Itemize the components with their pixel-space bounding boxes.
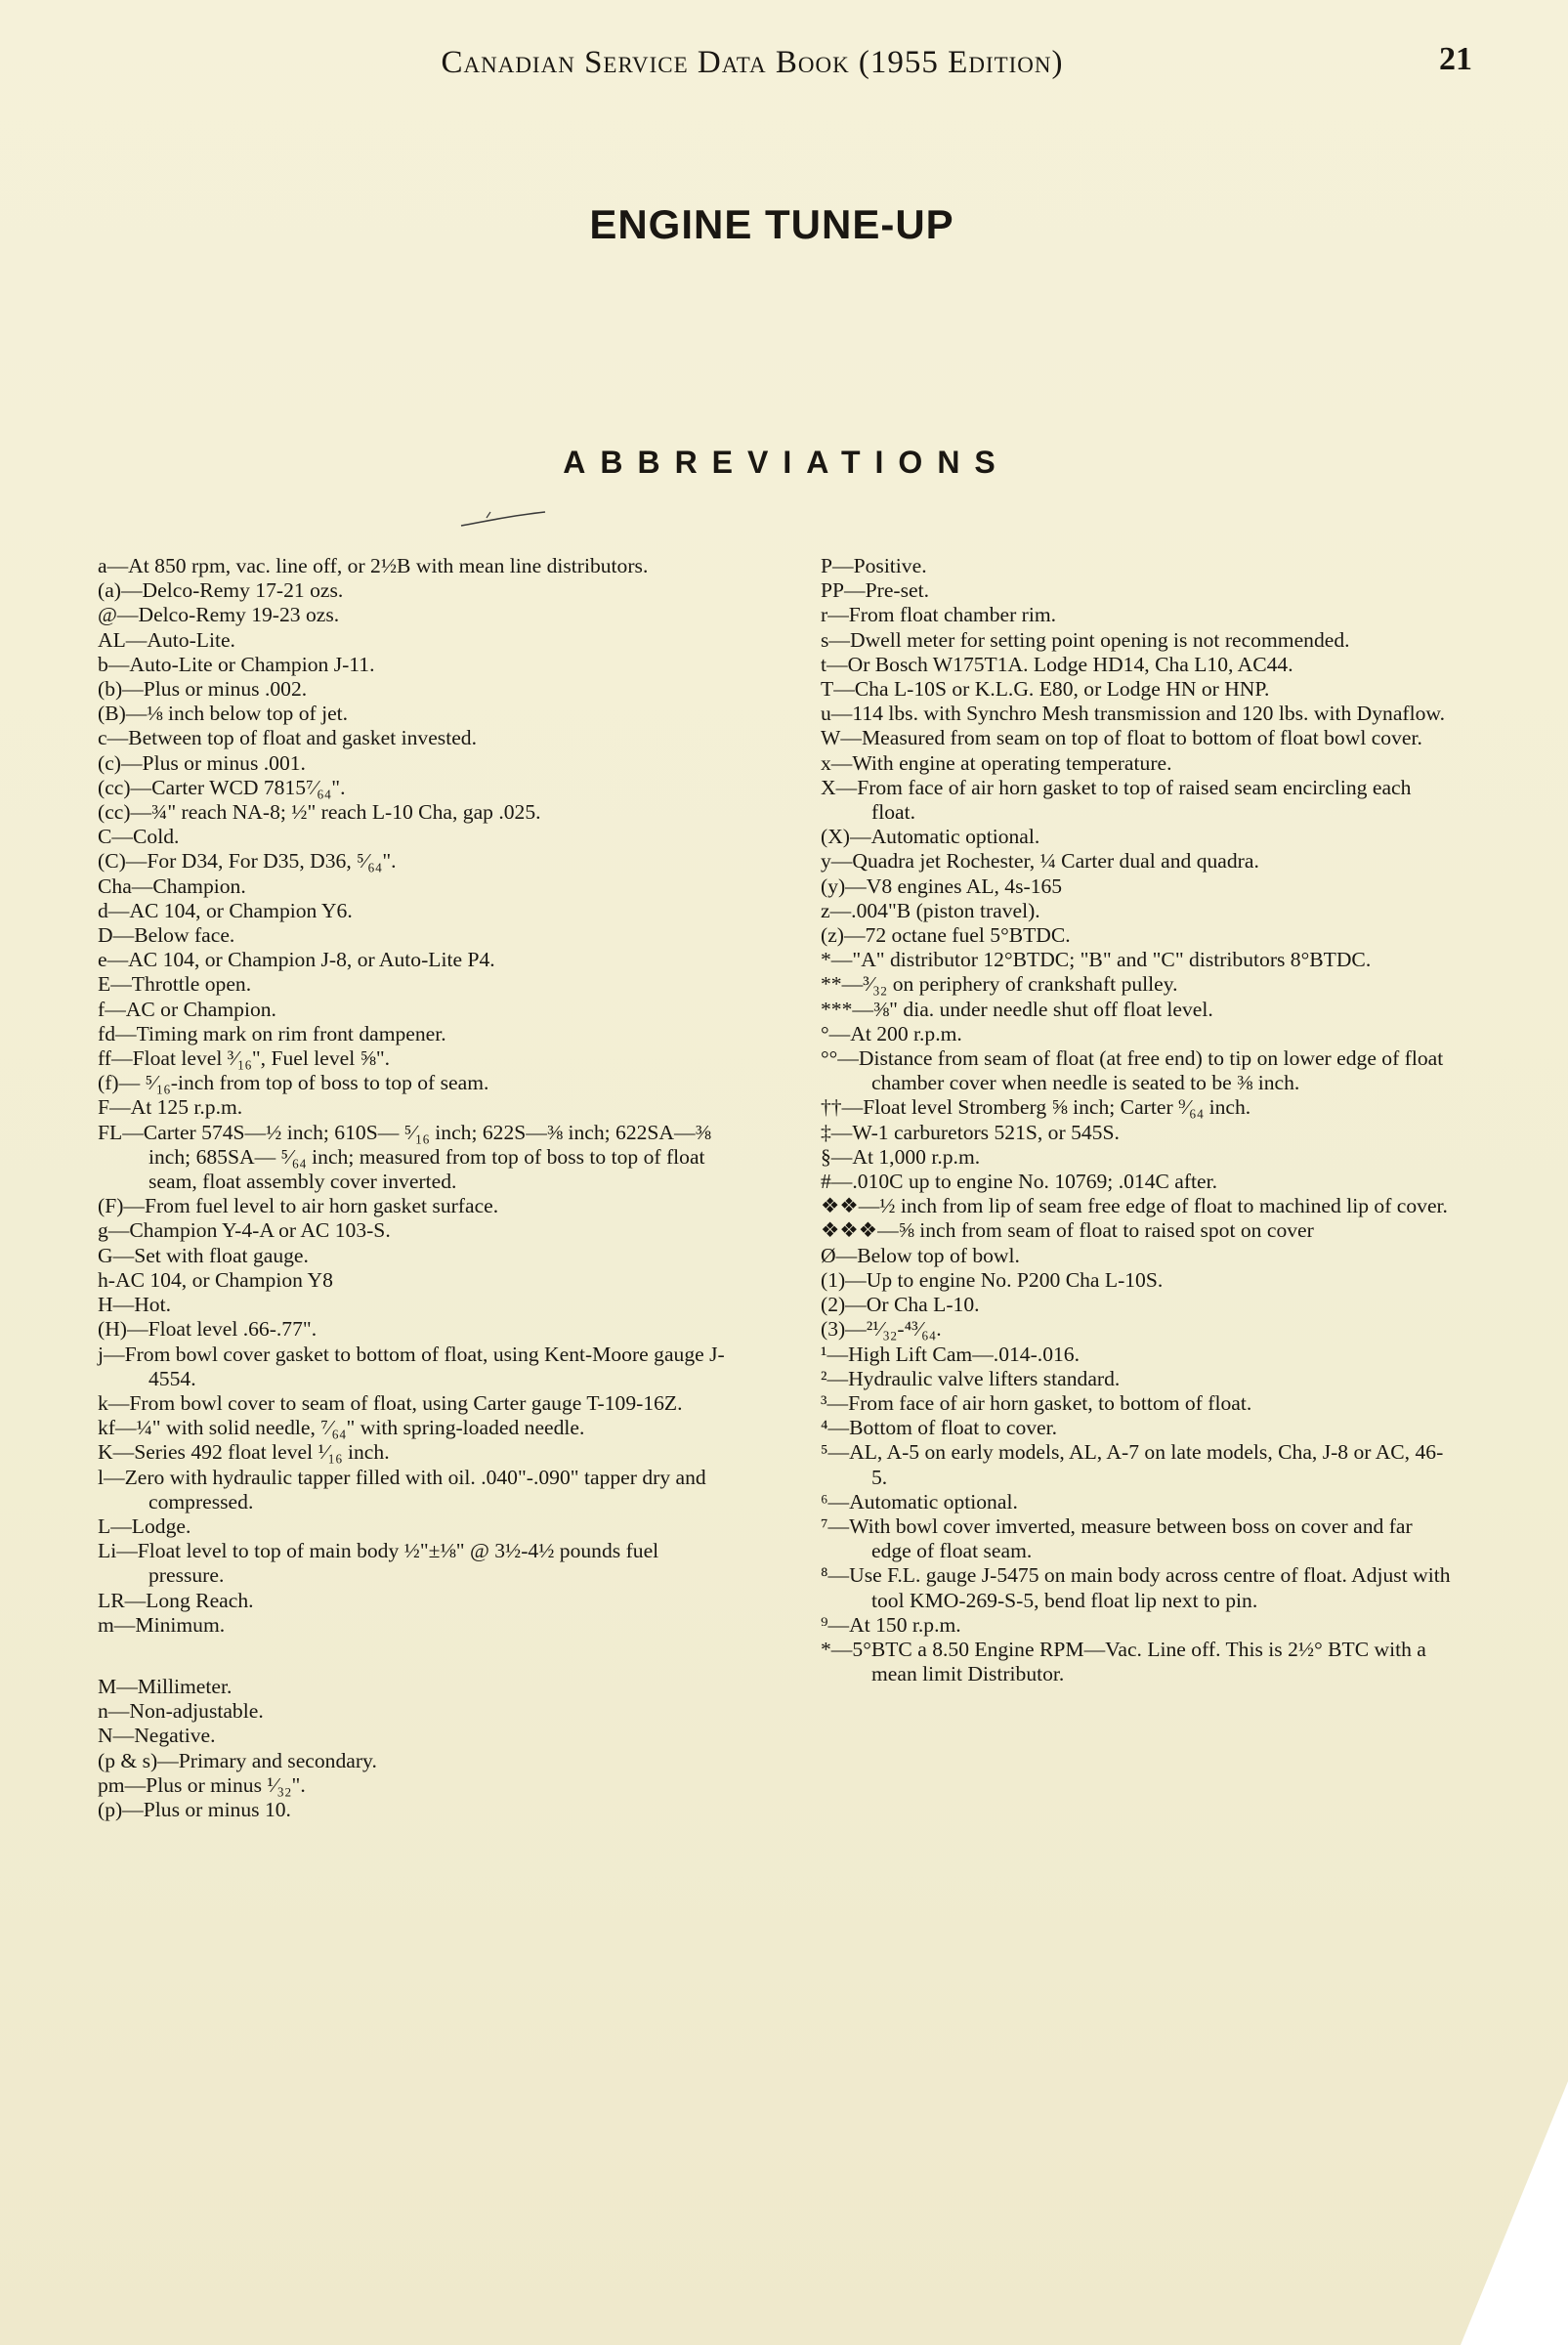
abbreviation-entry: (p)—Plus or minus 10. xyxy=(98,1797,291,1821)
abbreviation-entry: a—At 850 rpm, vac. line off, or 2½B with mean line distributors. xyxy=(98,554,649,577)
abbreviation-entry: (1)—Up to engine No. P200 Cha L-10S. xyxy=(821,1267,1164,1292)
abbreviation-entry: (3)—²¹⁄₃₂-⁴³⁄₆₄. xyxy=(821,1317,942,1342)
abbreviation-entry: °—At 200 r.p.m. xyxy=(821,1021,962,1045)
abbreviation-entry: (C)—For D34, For D35, D36, ⁵⁄₆₄". xyxy=(98,849,397,874)
abbreviation-entry: d—AC 104, or Champion Y6. xyxy=(98,898,353,922)
abbreviation-entry: ❖❖—½ inch from lip of seam free edge of float to machined lip of cover. xyxy=(821,1194,1448,1218)
abbreviation-entry: @—Delco-Remy 19-23 ozs. xyxy=(98,603,340,627)
abbreviation-entry: Cha—Champion. xyxy=(98,874,246,898)
abbreviation-entry: °°—Distance from seam of float (at free end) to tip on lower edge of float chamber cover when needle is seated to be ⅜ inch. xyxy=(821,1046,1444,1095)
abbreviation-entry: FL—Carter 574S—½ inch; 610S— ⁵⁄₁₆ inch; 622S—⅜ inch; 622SA—⅜ inch; 685SA— ⁵⁄₆₄ inch; measured from top of boss to top of float seam, float assembly cover inverted. xyxy=(98,1120,711,1194)
abbreviation-entry: u—114 lbs. with Synchro Mesh transmission and 120 lbs. with Dynaflow. xyxy=(821,702,1445,726)
abbreviation-entry: (F)—From fuel level to air horn gasket surface. xyxy=(98,1194,499,1218)
abbreviation-entry: (H)—Float level .66-.77". xyxy=(98,1317,318,1342)
abbreviation-entry: (z)—72 octane fuel 5°BTDC. xyxy=(821,923,1071,948)
abbreviation-entry: kf—¼" with solid needle, ⁷⁄₆₄" with spring-loaded needle. xyxy=(98,1416,585,1440)
abbreviation-entry: l—Zero with hydraulic tapper filled with oil. .040"-.090" tapper dry and compressed. xyxy=(98,1465,706,1514)
page-number: 21 xyxy=(1439,41,1472,77)
abbreviation-entry: t—Or Bosch W175T1A. Lodge HD14, Cha L10, AC44. xyxy=(821,652,1293,676)
entry-gap xyxy=(98,1638,725,1675)
abbreviation-entry: AL—Auto-Lite. xyxy=(98,627,235,652)
abbreviation-entry: **—³⁄₃₂ on periphery of crankshaft pulley. xyxy=(821,972,1178,997)
abbreviation-entry: c—Between top of float and gasket invested. xyxy=(98,726,477,750)
abbreviation-entry: (y)—V8 engines AL, 4s-165 xyxy=(821,874,1063,898)
abbreviation-entry: j—From bowl cover gasket to bottom of float, using Kent-Moore gauge J-4554. xyxy=(98,1342,725,1390)
abbreviation-entry: (cc)—¾" reach NA-8; ½" reach L-10 Cha, gap .025. xyxy=(98,800,541,825)
abbreviation-entry: y—Quadra jet Rochester, ¼ Carter dual and quadra. xyxy=(821,849,1259,874)
abbreviation-entry: (p & s)—Primary and secondary. xyxy=(98,1748,377,1772)
abbreviation-entry: (2)—Or Cha L-10. xyxy=(821,1293,980,1317)
abbreviation-entry: s—Dwell meter for setting point opening is not recommended. xyxy=(821,627,1350,652)
abbreviation-entry: F—At 125 r.p.m. xyxy=(98,1095,243,1120)
abbreviation-entry: D—Below face. xyxy=(98,923,235,948)
abbreviation-entry: ³—From face of air horn gasket, to bottom of float. xyxy=(821,1390,1252,1415)
abbreviation-entry: ††—Float level Stromberg ⅝ inch; Carter ⁹⁄₆₄ inch. xyxy=(821,1095,1251,1120)
abbreviation-entry: (c)—Plus or minus .001. xyxy=(98,750,306,775)
abbreviation-entry: ‡—W-1 carburetors 521S, or 545S. xyxy=(821,1120,1120,1144)
abbreviation-entry: L—Lodge. xyxy=(98,1514,191,1538)
abbreviation-entry: (f)— ⁵⁄₁₆-inch from top of boss to top of seam. xyxy=(98,1071,489,1095)
torn-page-corner xyxy=(1461,2081,1568,2345)
abbreviation-entry: ⁷—With bowl cover imverted, measure between boss on cover and far edge of float seam. xyxy=(821,1514,1413,1563)
abbreviation-entry: b—Auto-Lite or Champion J-11. xyxy=(98,652,375,676)
abbreviation-entry: K—Series 492 float level ¹⁄₁₆ inch. xyxy=(98,1440,390,1465)
abbreviation-entry: ⁴—Bottom of float to cover. xyxy=(821,1416,1058,1440)
abbreviation-entry: G—Set with float gauge. xyxy=(98,1243,309,1267)
abbreviation-entry: LR—Long Reach. xyxy=(98,1588,254,1612)
abbreviations-heading: ABBREVIATIONS xyxy=(563,445,1010,480)
abbreviation-entry: E—Throttle open. xyxy=(98,972,252,997)
abbreviation-entry: X—From face of air horn gasket to top of raised seam encircling each float. xyxy=(821,775,1412,825)
abbreviation-entry: k—From bowl cover to seam of float, using Carter gauge T-109-16Z. xyxy=(98,1390,683,1415)
abbreviation-entry: ⁶—Automatic optional. xyxy=(821,1489,1018,1514)
abbreviation-entry: PP—Pre-set. xyxy=(821,578,929,603)
abbreviation-entry: (cc)—Carter WCD 7815⁷⁄₆₄". xyxy=(98,775,346,799)
running-title: Canadian Service Data Book (1955 Edition) xyxy=(441,45,1064,80)
abbreviation-entry: ❖❖❖—⅝ inch from seam of float to raised spot on cover xyxy=(821,1218,1314,1243)
abbreviation-entry: (B)—⅛ inch below top of jet. xyxy=(98,702,349,726)
abbreviation-entry: ***—⅜" dia. under needle shut off float level. xyxy=(821,997,1213,1021)
abbreviation-entry: z—.004"B (piston travel). xyxy=(821,898,1040,922)
abbreviation-entry: N—Negative. xyxy=(98,1724,216,1748)
abbreviation-entry: (X)—Automatic optional. xyxy=(821,825,1040,849)
right-abbreviation-column xyxy=(821,554,1456,1686)
abbreviation-entry: ¹—High Lift Cam—.014-.016. xyxy=(821,1342,1080,1366)
abbreviation-entry: *—5°BTC a 8.50 Engine RPM—Vac. Line off. This is 2½° BTC with a mean limit Distributor. xyxy=(821,1637,1426,1686)
abbreviation-entry: M—Millimeter. xyxy=(98,1674,233,1698)
abbreviation-entry: ⁸—Use F.L. gauge J-5475 on main body across centre of float. Adjust with tool KMO-269-S-5, bend float lip next to pin. xyxy=(821,1563,1451,1612)
section-title: ENGINE TUNE-UP xyxy=(589,201,954,247)
abbreviation-entry: m—Minimum. xyxy=(98,1612,226,1637)
abbreviation-entry: C—Cold. xyxy=(98,825,180,849)
abbreviation-entry: pm—Plus or minus ¹⁄₃₂". xyxy=(98,1772,306,1797)
abbreviation-entry: h-AC 104, or Champion Y8 xyxy=(98,1267,333,1292)
abbreviation-entry: ⁹—At 150 r.p.m. xyxy=(821,1612,961,1637)
abbreviation-entry: n—Non-adjustable. xyxy=(98,1699,264,1724)
abbreviation-entry: g—Champion Y-4-A or AC 103-S. xyxy=(98,1218,391,1243)
left-abbreviation-column xyxy=(98,554,725,1822)
abbreviation-entry: f—AC or Champion. xyxy=(98,997,276,1021)
abbreviation-entry: (b)—Plus or minus .002. xyxy=(98,677,308,702)
abbreviation-entry: ff—Float level ³⁄₁₆", Fuel level ⅝". xyxy=(98,1046,391,1071)
abbreviation-entry: (a)—Delco-Remy 17-21 ozs. xyxy=(98,578,344,603)
abbreviation-entry: §—At 1,000 r.p.m. xyxy=(821,1144,981,1169)
abbreviation-entry: x—With engine at operating temperature. xyxy=(821,750,1172,775)
abbreviation-entry: Ø—Below top of bowl. xyxy=(821,1243,1020,1267)
abbreviation-entry: H—Hot. xyxy=(98,1293,171,1317)
abbreviation-entry: fd—Timing mark on rim front dampener. xyxy=(98,1021,446,1045)
abbreviation-entry: *—"A" distributor 12°BTDC; "B" and "C" distributors 8°BTDC. xyxy=(821,948,1372,972)
abbreviation-entry: r—From float chamber rim. xyxy=(821,603,1057,627)
abbreviation-entry: e—AC 104, or Champion J-8, or Auto-Lite P4. xyxy=(98,948,495,972)
abbreviation-entry: P—Positive. xyxy=(821,554,927,577)
abbreviation-entry: W—Measured from seam on top of float to bottom of float bowl cover. xyxy=(821,726,1422,750)
abbreviation-entry: #—.010C up to engine No. 10769; .014C after. xyxy=(821,1170,1218,1194)
abbreviation-entry: T—Cha L-10S or K.L.G. E80, or Lodge HN or HNP. xyxy=(821,677,1270,702)
abbreviation-entry: Li—Float level to top of main body ½"±⅛" @ 3½-4½ pounds fuel pressure. xyxy=(98,1539,659,1588)
pen-mark-icon xyxy=(459,508,547,530)
abbreviation-entry: ²—Hydraulic valve lifters standard. xyxy=(821,1366,1121,1390)
abbreviation-entry: ⁵—AL, A-5 on early models, AL, A-7 on late models, Cha, J-8 or AC, 46-5. xyxy=(821,1440,1444,1489)
